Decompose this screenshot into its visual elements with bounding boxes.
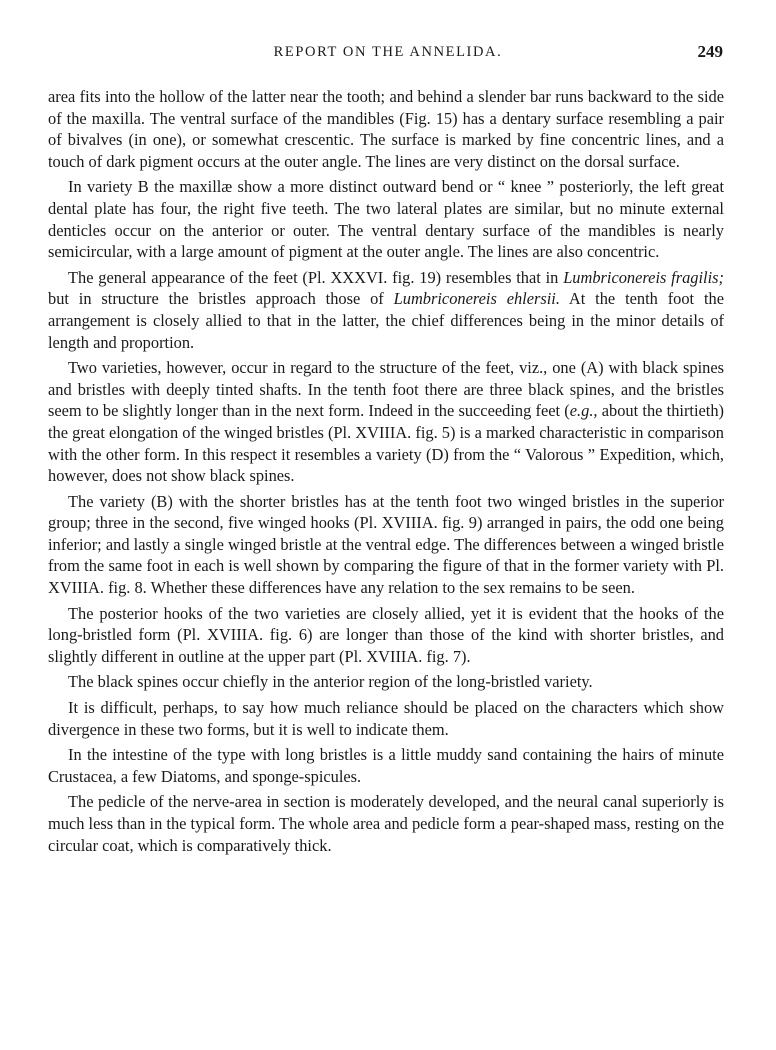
text-run: In variety B the maxillæ show a more distinct outward bend or “ knee ” posteriorly, the left great dental plate has four, the right five teeth. The two lateral plates are similar, but no minute external denticles occur on the anterior or outer. The ventral dentary surface of the mandibles is nearly semicircular, with a large amount of pigment at the outer angle. The lines are also concentric. <box>48 177 724 262</box>
paragraph <box>48 267 724 353</box>
page-number: 249 <box>697 42 723 61</box>
paragraph <box>48 491 724 599</box>
text-run: It is difficult, perhaps, to say how much reliance should be placed on the characters which show divergence in these two forms, but it is well to indicate them. <box>48 698 724 739</box>
text-run: but in structure the bristles approach those of <box>48 289 394 309</box>
paragraph <box>48 671 724 693</box>
paragraph <box>48 791 724 856</box>
text-run: The black spines occur chiefly in the anterior region of the long-bristled variety. <box>68 672 593 692</box>
text-run: about the thirtieth) the great elongation of the winged bristles (Pl. XVIIIA. fig. 5) is a marked characteristic in comparison with the other form. In this respect it resembles a variety (D) from the “ Valorous ” Expedition, which, however, does not show black spines. <box>48 401 724 486</box>
paragraph <box>48 86 724 172</box>
paragraph <box>48 357 724 487</box>
running-title: REPORT ON THE ANNELIDA. <box>273 44 503 60</box>
italic-run: e.g., <box>569 401 598 421</box>
paragraph <box>48 176 724 262</box>
paragraph <box>48 603 724 668</box>
paragraph <box>48 744 724 787</box>
body-text <box>48 86 724 860</box>
text-run: The posterior hooks of the two varieties are closely allied, yet it is evident that the hooks of the long-bristled form (Pl. XVIIIA. fig. 6) are longer than those of the kind with shorter bristles, and slightly different in outline at the upper part (Pl. XVIIIA. fig. 7). <box>48 603 724 666</box>
text-run: In the intestine of the type with long bristles is a little muddy sand containing the hairs of minute Crustacea, a few Diatoms, and sponge-spicules. <box>48 745 724 786</box>
italic-run: Lumbriconereis fragilis; <box>563 267 725 287</box>
text-run: At the tenth foot the arrangement is closely allied to that in the latter, the chief differences being in the minor details of length and proportion. <box>48 289 724 352</box>
text-run: The general appearance of the feet (Pl. XXXVI. fig. 19) resembles that in <box>68 267 564 287</box>
text-run: The pedicle of the nerve-area in section is moderately developed, and the neural canal superiorly is much less than in the typical form. The whole area and pedicle form a pear-shaped mass, resting on the circular coat, which is comparatively thick. <box>48 792 724 855</box>
text-run: Two varieties, however, occur in regard to the structure of the feet, viz., one (A) with black spines and bristles with deeply tinted shafts. In the tenth foot there are three black spines, and the bristles seem to be slightly longer than in the next form. Indeed in the succeeding feet ( <box>48 358 724 421</box>
paragraph <box>48 697 724 740</box>
italic-run: Lumbriconereis ehlersii. <box>393 289 560 309</box>
text-run: area fits into the hollow of the latter near the tooth; and behind a slender bar runs backward to the side of the maxilla. The ventral surface of the mandibles (Fig. 15) has a dentary surface resembling a pair of bivalves (in one), or somewhat crescentic. The surface is marked by fine concentric lines, and a touch of dark pigment occurs at the outer angle. The lines are very distinct on the dorsal surface. <box>48 87 724 171</box>
text-run: The variety (B) with the shorter bristles has at the tenth foot two winged bristles in the superior group; three in the second, five winged hooks (Pl. XVIIIA. fig. 9) arranged in pairs, the odd one being inferior; and lastly a single winged bristle at the ventral edge. The differences between a winged bristle from the same foot in each is well shown by comparing the figure of that in the former variety with Pl. XVIIIA. fig. 8. Whether these differences have any relation to the sex remains to be seen. <box>48 491 724 598</box>
